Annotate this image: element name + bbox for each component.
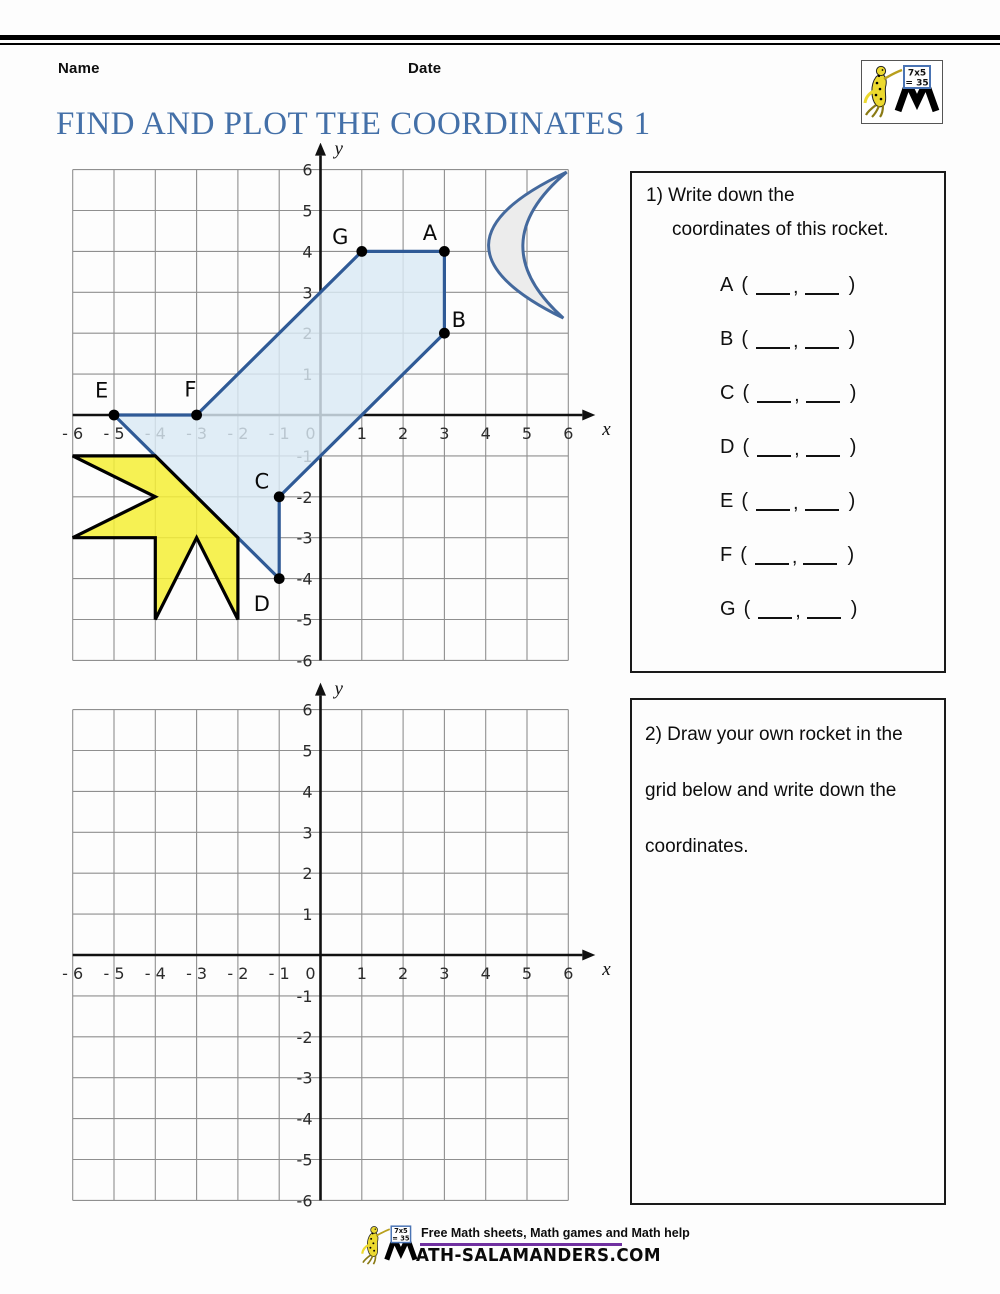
page-title: FIND AND PLOT THE COORDINATES 1 [56, 106, 651, 142]
close-paren: ) [849, 381, 857, 404]
point-label-A: A [720, 273, 734, 296]
point-text-A: A [422, 220, 438, 245]
y-tick-4: 4 [302, 782, 313, 802]
y-axis-label: y [334, 678, 343, 700]
x-coordinate-blank-G[interactable] [758, 601, 792, 619]
y-tick--6: -6 [296, 1191, 313, 1211]
point-text-E: E [94, 378, 109, 403]
open-paren: ( [741, 327, 749, 350]
comma: , [793, 329, 799, 352]
top-rule-thin [0, 43, 1000, 45]
x-tick-5: 5 [521, 964, 533, 983]
x-tick-5: 5 [521, 424, 533, 443]
close-paren: ) [849, 435, 857, 458]
x-tick--6: - 6 [62, 424, 84, 443]
y-tick-2: 2 [302, 864, 313, 884]
x-tick-2: 2 [398, 424, 409, 443]
x-tick-6: 6 [563, 964, 574, 983]
y-tick--2: -2 [296, 1027, 313, 1047]
math-salamanders-logo [861, 60, 943, 124]
x-tick--5: - 5 [103, 964, 125, 983]
x-tick--4: - 4 [144, 964, 166, 983]
x-coordinate-blank-D[interactable] [757, 439, 791, 457]
x-tick-3: 3 [439, 964, 450, 983]
top-rule-thick [0, 35, 1000, 40]
y-coordinate-blank-D[interactable] [806, 439, 840, 457]
open-paren: ( [740, 543, 747, 566]
x-tick--1: - 1 [268, 964, 290, 983]
comma: , [791, 545, 798, 568]
x-axis-label: x [602, 959, 611, 980]
y-tick--4: -4 [296, 569, 313, 589]
y-coordinate-blank-C[interactable] [806, 385, 840, 403]
logo-card-line2: = 35 [905, 78, 929, 89]
close-paren: ) [848, 489, 856, 512]
footer [0, 1218, 1000, 1288]
question-2-box [630, 698, 946, 1205]
open-paren: ( [742, 381, 750, 404]
question-1-text-line2: coordinates of this rocket. [672, 219, 889, 240]
y-tick-5: 5 [302, 741, 313, 761]
point-label-E: E [720, 489, 734, 512]
question-1-box [630, 171, 946, 673]
y-tick--6: -6 [296, 651, 313, 671]
y-tick--5: -5 [296, 1150, 313, 1170]
question-1-text-line1: 1) Write down the [646, 185, 795, 206]
x-tick-1: 1 [356, 964, 367, 983]
question-2-text-line3: coordinates. [645, 836, 749, 857]
salamander-logo-icon [862, 61, 940, 121]
x-coordinate-blank-C[interactable] [757, 385, 791, 403]
coordinate-row-D [720, 420, 944, 474]
date-label: Date [408, 60, 442, 77]
x-tick--6: - 6 [62, 964, 84, 983]
y-tick-6: 6 [302, 700, 313, 720]
point-label-G: G [720, 597, 736, 620]
question-2-text-line1: 2) Draw your own rocket in the [645, 724, 903, 745]
y-tick-5: 5 [302, 201, 313, 221]
open-paren: ( [741, 273, 749, 296]
close-paren: ) [850, 597, 858, 620]
name-label: Name [58, 60, 100, 77]
comma: , [794, 437, 800, 460]
y-tick--3: -3 [296, 528, 313, 548]
y-coordinate-blank-G[interactable] [807, 601, 841, 619]
logo-card-line1: 7x5 [907, 68, 927, 79]
comma: , [793, 275, 799, 298]
point-label-D: D [720, 435, 735, 458]
point-dot-G [356, 246, 367, 257]
point-text-B: B [451, 308, 467, 333]
coordinate-answer-rows [632, 258, 944, 636]
coordinate-row-A [720, 258, 944, 312]
x-tick-3: 3 [439, 424, 450, 443]
point-text-G: G [332, 225, 349, 250]
x-tick-2: 2 [398, 964, 409, 983]
y-tick--2: -2 [296, 487, 313, 507]
x-coordinate-blank-F[interactable] [755, 547, 789, 565]
y-coordinate-blank-E[interactable] [805, 493, 839, 511]
point-text-D: D [253, 591, 270, 616]
x-coordinate-blank-E[interactable] [756, 493, 790, 511]
y-axis-label: y [334, 143, 343, 160]
close-paren: ) [848, 273, 856, 296]
y-tick-6: 6 [302, 160, 313, 180]
x-axis-label: x [602, 419, 611, 440]
point-dot-D [274, 573, 285, 584]
question-2-text-line2: grid below and write down the [645, 780, 897, 801]
x-axis-arrow-icon [582, 410, 595, 421]
open-paren: ( [742, 435, 750, 458]
close-paren: ) [848, 327, 856, 350]
y-tick--4: -4 [296, 1109, 313, 1129]
coordinate-row-F [720, 528, 944, 582]
coordinate-row-C [720, 366, 944, 420]
footer-tagline: Free Math sheets, Math games and Math help [421, 1226, 690, 1240]
coordinate-grid-rocket [30, 143, 630, 691]
point-text-F: F [184, 377, 197, 402]
y-tick--1: -1 [296, 986, 313, 1006]
x-coordinate-blank-A[interactable] [756, 277, 790, 295]
point-label-B: B [720, 327, 734, 350]
y-tick-3: 3 [302, 823, 313, 843]
y-axis-arrow-icon [315, 683, 326, 696]
y-tick--3: -3 [296, 1068, 313, 1088]
x-axis-arrow-icon [582, 950, 595, 961]
x-tick-4: 4 [480, 964, 491, 983]
point-text-C: C [254, 469, 270, 494]
comma: , [794, 383, 800, 406]
y-tick-4: 4 [302, 242, 313, 262]
comma: , [795, 599, 801, 622]
y-coordinate-blank-F[interactable] [803, 547, 837, 565]
salamander-head [876, 66, 885, 75]
y-coordinate-blank-B[interactable] [805, 331, 839, 349]
close-paren: ) [847, 543, 855, 566]
moon-crescent-shape [489, 172, 567, 318]
x-tick-1: 1 [356, 424, 367, 443]
point-dot-E [109, 410, 120, 421]
point-label-F: F [720, 543, 733, 566]
point-dot-C [274, 491, 285, 502]
footer-site-name[interactable]: ATH-SALAMANDERS.COM [416, 1245, 661, 1266]
x-tick--3: - 3 [186, 964, 208, 983]
footer-salamander-logo-icon [360, 1220, 418, 1274]
point-label-C: C [720, 381, 735, 404]
x-tick-6: 6 [563, 424, 574, 443]
x-tick--5: - 5 [103, 424, 125, 443]
y-tick-1: 1 [302, 905, 313, 925]
y-tick-3: 3 [302, 283, 313, 303]
y-axis-arrow-icon [315, 143, 326, 156]
x-tick-4: 4 [480, 424, 491, 443]
comma: , [793, 491, 799, 514]
point-dot-B [439, 328, 450, 339]
x-tick-0: 0 [305, 964, 316, 983]
y-tick--5: -5 [296, 610, 313, 630]
point-dot-A [439, 246, 450, 257]
coordinate-row-E [720, 474, 944, 528]
coordinate-grid-empty[interactable] [30, 677, 630, 1225]
coordinate-row-B [720, 312, 944, 366]
y-coordinate-blank-A[interactable] [805, 277, 839, 295]
coordinate-row-G [720, 582, 944, 636]
open-paren: ( [741, 489, 749, 512]
open-paren: ( [743, 597, 751, 620]
svg-text:= 35: = 35 [392, 1234, 410, 1243]
x-coordinate-blank-B[interactable] [756, 331, 790, 349]
salamander-arm [884, 70, 902, 79]
svg-text:7x5: 7x5 [394, 1227, 408, 1236]
point-dot-F [191, 410, 202, 421]
x-tick--2: - 2 [227, 964, 249, 983]
